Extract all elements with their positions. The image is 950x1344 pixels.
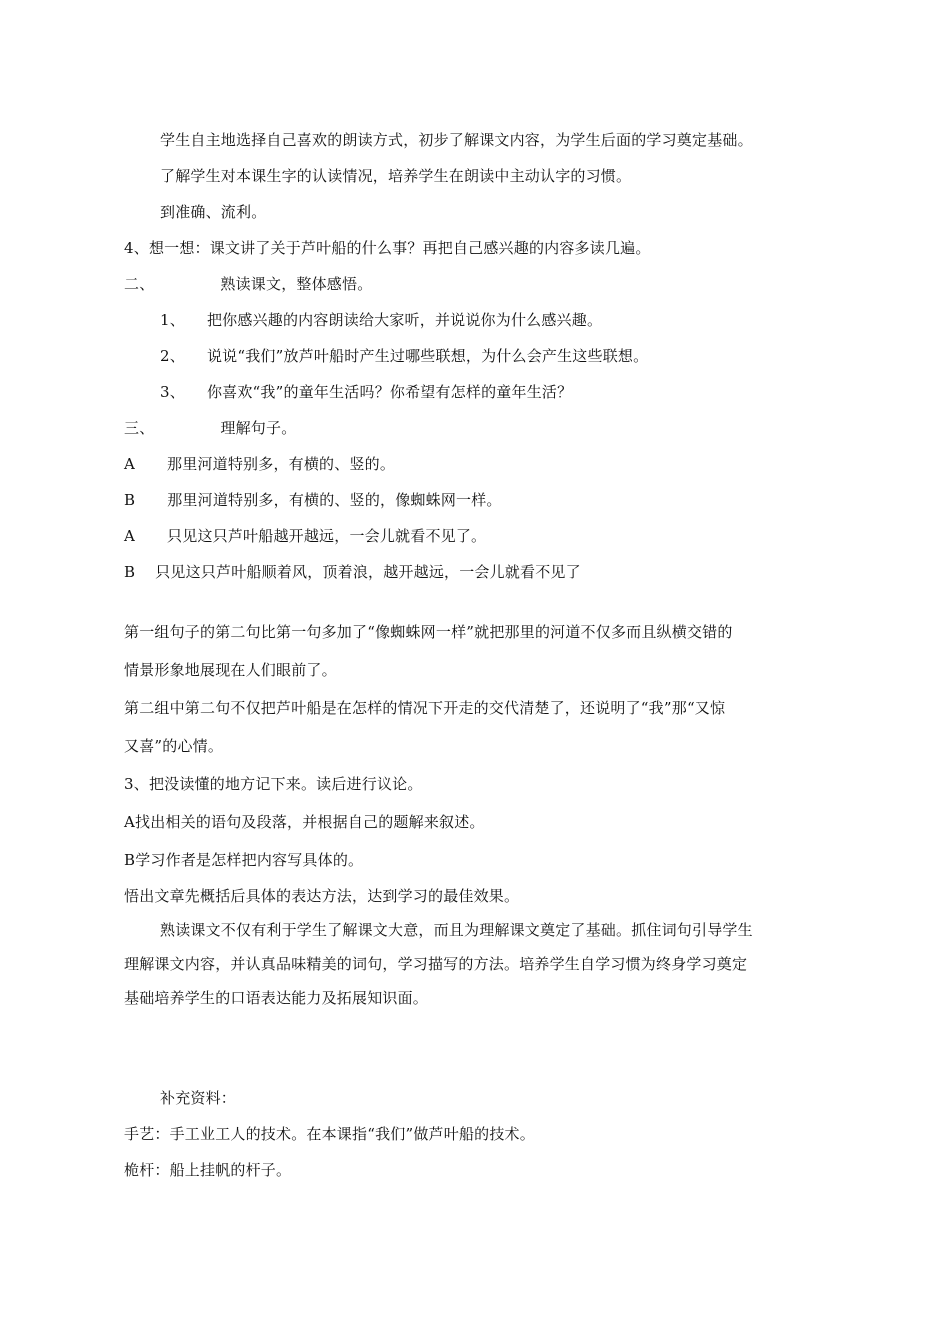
paragraph-line: 情景形象地展现在人们眼前了。 bbox=[124, 661, 337, 679]
section-number: 二、 bbox=[124, 275, 155, 293]
sentence-label: A bbox=[124, 455, 136, 473]
paragraph-line: 学生自主地选择自己喜欢的朗读方式，初步了解课文内容，为学生后面的学习奠定基础。 bbox=[160, 131, 753, 149]
paragraph-line: A找出相关的语句及段落，并根据自己的题解来叙述。 bbox=[124, 813, 485, 831]
list-item bbox=[160, 310, 602, 330]
list-text: 你喜欢“我”的童年生活吗？你希望有怎样的童年生活？ bbox=[206, 383, 573, 401]
list-item bbox=[160, 382, 572, 402]
supplement-heading: 补充资料： bbox=[160, 1089, 237, 1107]
sentence-text: 只见这只芦叶船越开越远，一会儿就看不见了。 bbox=[167, 527, 487, 545]
paragraph-line: 了解学生对本课生字的认读情况，培养学生在朗读中主动认字的习惯。 bbox=[160, 167, 632, 185]
list-text: 把你感兴趣的内容朗读给大家听，并说说你为什么感兴趣。 bbox=[206, 311, 603, 329]
sentence-text: 那里河道特别多，有横的、竖的。 bbox=[167, 455, 396, 473]
paragraph-line: 悟出文章先概括后具体的表达方法，达到学习的最佳效果。 bbox=[124, 887, 520, 905]
list-number: 1、 bbox=[160, 311, 185, 329]
sentence-text: 只见这只芦叶船顺着风，顶着浪，越开越远，一会儿就看不见了 bbox=[155, 563, 581, 581]
section-heading-3 bbox=[124, 418, 296, 438]
paragraph-line: 基础培养学生的口语表达能力及拓展知识面。 bbox=[124, 989, 429, 1007]
section-number: 三、 bbox=[124, 419, 155, 437]
sentence-text: 那里河道特别多，有横的、竖的，像蜘蛛网一样。 bbox=[167, 491, 502, 509]
list-number: 2、 bbox=[160, 347, 185, 365]
paragraph-line: 理解课文内容，并认真品味精美的词句，学习描写的方法。培养学生自学习惯为终身学习奠定 bbox=[124, 955, 748, 973]
glossary-entry: 桅杆：船上挂帆的杆子。 bbox=[124, 1161, 292, 1179]
list-text: 说说“我们”放芦叶船时产生过哪些联想，为什么会产生这些联想。 bbox=[206, 347, 649, 365]
list-item bbox=[160, 346, 648, 366]
sentence-item bbox=[124, 562, 581, 582]
sentence-item bbox=[124, 454, 395, 474]
paragraph-line: 熟读课文不仅有利于学生了解课文大意，而且为理解课文奠定了基础。抓住词句引导学生 bbox=[160, 921, 753, 939]
sentence-label: A bbox=[124, 527, 136, 545]
paragraph-line: 3、把没读懂的地方记下来。读后进行议论。 bbox=[124, 775, 423, 793]
paragraph-line: B学习作者是怎样把内容写具体的。 bbox=[124, 851, 364, 869]
glossary-entry: 手艺：手工业工人的技术。在本课指“我们”做芦叶船的技术。 bbox=[124, 1125, 535, 1143]
section-heading-2 bbox=[124, 274, 372, 294]
sentence-item bbox=[124, 490, 502, 510]
paragraph-line: 第一组句子的第二句比第一句多加了“像蜘蛛网一样”就把那里的河道不仅多而且纵横交错的 bbox=[124, 623, 733, 641]
sentence-item bbox=[124, 526, 486, 546]
list-number: 3、 bbox=[160, 383, 185, 401]
section-title: 理解句子。 bbox=[220, 419, 297, 437]
paragraph-line: 又喜”的心情。 bbox=[124, 737, 224, 755]
step-4-line: 4、想一想：课文讲了关于芦叶船的什么事？再把自己感兴趣的内容多读几遍。 bbox=[124, 239, 651, 257]
paragraph-line: 第二组中第二句不仅把芦叶船是在怎样的情况下开走的交代清楚了，还说明了“我”那“又惊 bbox=[124, 699, 726, 717]
section-title: 熟读课文，整体感悟。 bbox=[220, 275, 373, 293]
sentence-label: B bbox=[124, 491, 136, 509]
paragraph-line: 到准确、流利。 bbox=[160, 203, 267, 221]
sentence-label: B bbox=[124, 563, 136, 581]
